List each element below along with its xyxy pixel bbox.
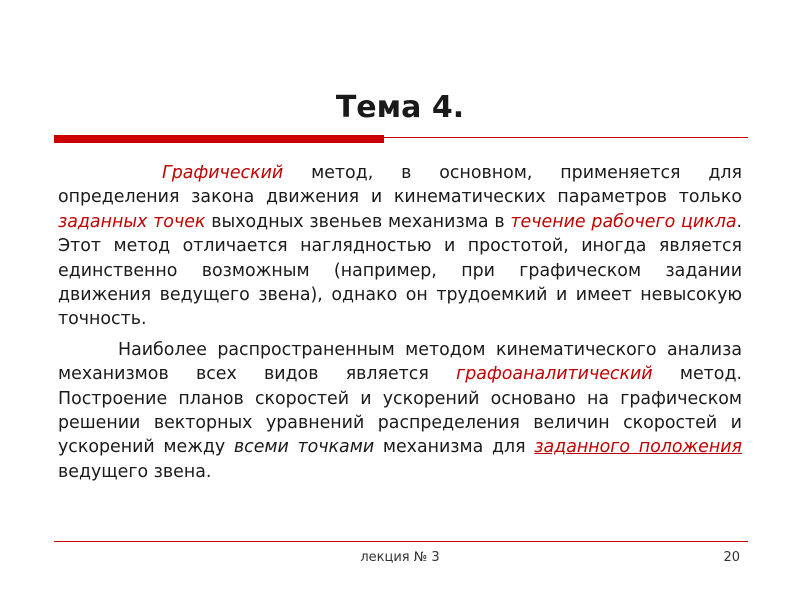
text-run: графоаналитический — [456, 364, 653, 385]
text-run: Графический — [162, 163, 284, 183]
title-underline-thick — [54, 135, 384, 143]
title-underline-thin — [384, 137, 748, 138]
text-run: Наиболее распространенным методом кинематического анализа механизмов всех видов является — [58, 339, 742, 385]
text-run: заданного положения — [534, 437, 742, 458]
text-run: метод, в основном, применяется для определения закона движения и кинематических параметров только — [58, 163, 742, 208]
text-run: течение рабочего цикла — [510, 211, 737, 232]
text-run: . Этот метод отличается наглядностью и простотой, иногда является единственно возможным (например, при графическом задании движения ведущего звена), однако он трудоемкий и имеет невысокую точность. — [58, 211, 743, 330]
slide-title: Тема 4. — [335, 90, 465, 125]
page-number: 20 — [723, 550, 740, 565]
text-run: заданных точек — [58, 211, 206, 232]
text-run: механизма для — [374, 437, 535, 458]
slide-body — [58, 161, 742, 484]
text-run: ведущего звена. — [58, 461, 212, 482]
text-run: всеми точками — [233, 437, 375, 458]
paragraph-graphical-method — [58, 161, 742, 332]
footer-divider — [54, 541, 748, 542]
paragraph-graphoanalytical-method — [58, 338, 742, 484]
text-run: метод. Построение планов скоростей и ускорений основано на графическом решении векторных уравнений распределения величин скоростей и ускорений между — [58, 364, 742, 458]
text-run: выходных звеньев механизма в — [205, 211, 511, 232]
footer-lecture-label: лекция № 3 — [360, 550, 440, 565]
